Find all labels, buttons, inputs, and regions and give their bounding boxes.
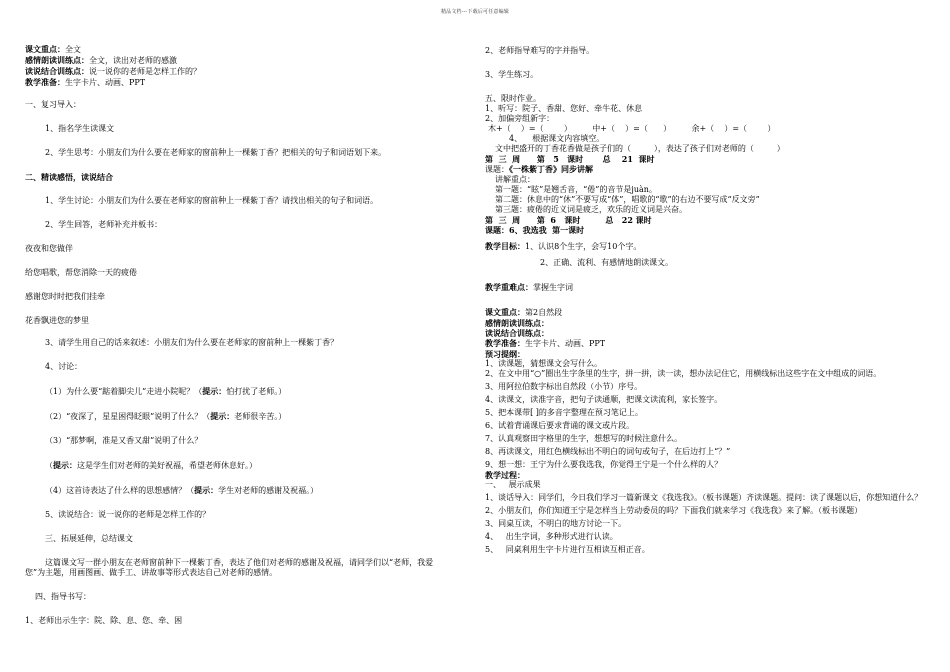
text-line: 感情朗读训练点：全文，读出对老师的感激: [25, 55, 177, 65]
text-line: 文中把盛开的丁香花香做是孩子们的（ ），表达了孩子们对老师的（ ）: [495, 144, 785, 153]
section-heading: 一、复习导入：: [25, 100, 81, 109]
section-heading: 教学过程：: [485, 470, 525, 480]
list-item: 3、用阿拉伯数字标出自然段（小节）序号。: [485, 382, 643, 391]
list-item: 9、想一想：王宁为什么要我选我，你觉得王宁是一个什么样的人？: [485, 460, 723, 469]
paragraph: 这篇课文写一群小朋友在老师窗前种下一棵紫丁香，表达了他们对老师的感谢及祝福，请同学们以“老师，我爱您”为主题，用画图画、做手工、讲故事等形式表达自己对老师的感情。: [25, 558, 434, 577]
text-line: （3）“那梦啊，准是又香又甜”说明了什么？: [45, 436, 203, 445]
board-line: 给您唱歌，帮您消除一天的疲倦: [25, 268, 137, 277]
text-line: 2、学生回答，老师补充并板书：: [45, 220, 163, 229]
text-line: 教学准备：生字卡片、动画、PPT: [485, 338, 606, 348]
page-header: 精品文档---下载后可任意编辑: [440, 9, 510, 15]
text-line: 课文重点：第2自然段: [485, 307, 563, 317]
text-line: 读说结合训练点：: [485, 328, 549, 338]
text-line: 感情朗读训练点：: [485, 318, 549, 328]
text-line: （提示：这是学生们对老师的美好祝福，希望老师休息好。）: [45, 460, 257, 470]
board-line: 花香飘进您的梦里: [25, 316, 89, 325]
text-line: 读说结合训练点：说一说你的老师是怎样工作的？: [25, 66, 201, 76]
text-line: 1、老师出示生字：院、除、息、您、牵、困: [25, 616, 183, 625]
lesson-header: 第 三 周 第 5 课时 总 21 课时: [485, 154, 655, 164]
list-item: 2、在文中用“○”圈出生字条里的生字，拼一拼，读一读，想办法记住它，用横线标出这些字在文中组成的词语。: [485, 369, 882, 378]
right-column: [485, 46, 925, 555]
text-line: （2）“夜深了，星星困得眨眼”说明了什么？（提示：老师很辛苦。）: [45, 411, 287, 421]
text-line: 3、请学生用自己的话来叙述：小朋友们为什么要在老师家的窗前种上一棵紫丁香？: [45, 338, 339, 347]
text-line: 教学目标：1、认识8个生字，会写10个字。: [485, 241, 642, 251]
text-line: 教学准备：生字卡片、动画、PPT: [25, 77, 146, 87]
section-heading: 三、拓展延伸，总结课文: [45, 534, 133, 543]
text-line: 1、指名学生读课文: [45, 124, 115, 133]
text-line: 1、听写：院子、香甜、您好、牵牛花、休息: [485, 104, 643, 113]
text-line: 4、 根据课文内容填空。: [509, 134, 605, 143]
text-line: 第二题：休息中的“休”不要写成“体”，唱歌的“歌”的右边不要写成“反文旁”: [495, 195, 760, 204]
text-line: 第三题：疲倦的近义词是疲乏，欢乐的近义词是兴奋。: [495, 205, 687, 214]
board-line: 夜夜和您做伴: [25, 244, 73, 253]
section-heading: 一、 展示成果: [485, 480, 541, 489]
lesson-header: 第 三 周 第 6 课时 总 22 课时: [485, 215, 652, 225]
list-item: 6、试着背诵课后要求背诵的课文或片段。: [485, 421, 635, 430]
text-line: 2、老师指导难写的字并指导。: [485, 46, 595, 55]
text-line: （1）为什么要“踮着脚尖儿”走进小院呢？（提示：怕打扰了老师。）: [45, 386, 287, 396]
board-line: 感谢您时时把我们挂牵: [25, 292, 105, 301]
text-line: 4、讨论：: [45, 362, 83, 371]
lesson-title: 课题：6、我选我 第一课时: [485, 225, 585, 235]
list-item: 1、谈话导入：同学们，今日我们学习一篇新课文《我选我》。（板书课题）齐读课题。提问：读了课题以后，你想知道什么？: [485, 493, 923, 502]
section-heading: 预习提纲：: [485, 349, 525, 359]
list-item: 2、小朋友们，你们知道王宁是怎样当上劳动委员的吗？下面我们就来学习《我选我》来了解。（板书课题）: [485, 506, 863, 515]
text-line: 讲解重点：: [495, 175, 535, 184]
list-item: 7、认真观察田字格里的生字，想想写的时候注意什么。: [485, 434, 683, 443]
text-line: 第一题：“眩”是翘舌音，“倦”的音节是juàn。: [495, 185, 657, 194]
text-line: 3、学生练习。: [485, 70, 539, 79]
fill-in-line: 木+（ ）=（ ） 中+（ ）=（ ） 余+（ ）=（ ）: [488, 124, 776, 133]
list-item: 4、读课文，读准字音，把句子读通顺，把课文读流利，家长签字。: [485, 395, 723, 404]
text-line: （4）这首诗表达了什么样的思想感情？（提示：学生对老师的感谢及祝福。）: [45, 485, 319, 495]
section-heading: 二、精读感悟，读说结合: [25, 172, 113, 182]
text-line: 1、学生讨论：小朋友们为什么要在老师家的窗前种上一棵紫丁香？请找出相关的句子和词语。: [45, 196, 379, 205]
list-item: 3、同桌互读，不明白的地方讨论一下。: [485, 519, 627, 528]
text-line: 2、加偏旁组新字：: [485, 114, 555, 123]
text-line: 课文重点：全文: [25, 44, 81, 54]
text-line: 2、学生思考：小朋友们为什么要在老师家的窗前种上一棵紫丁香？把相关的句子和词语划下来。: [45, 148, 387, 157]
list-item: 1、读课题，猜想课文会写什么。: [485, 359, 603, 368]
section-heading: 四、指导书写：: [35, 592, 91, 601]
list-item: 8、再读课文，用红色横线标出不明白的词句或句子，在后边打上“？”: [485, 447, 731, 456]
list-item: 5、 同桌利用生字卡片进行互相读互相正音。: [485, 545, 650, 554]
list-item: 4、 出生字词，多种形式进行认读。: [485, 532, 618, 541]
text-line: 2、正确、流利、有感情地朗读课文。: [540, 258, 674, 267]
left-column: [25, 44, 455, 626]
lesson-title: 课题：《一株紫丁香》同步讲解: [485, 164, 593, 174]
section-heading: 五、限时作业。: [485, 94, 541, 103]
text-line: 5、读说结合：说一说你的老师是怎样工作的？: [45, 510, 211, 519]
text-line: 教学重难点：掌握生字词: [485, 282, 573, 292]
list-item: 5、把本课带[ ]的多音字整理在预习笔记上。: [485, 408, 643, 417]
